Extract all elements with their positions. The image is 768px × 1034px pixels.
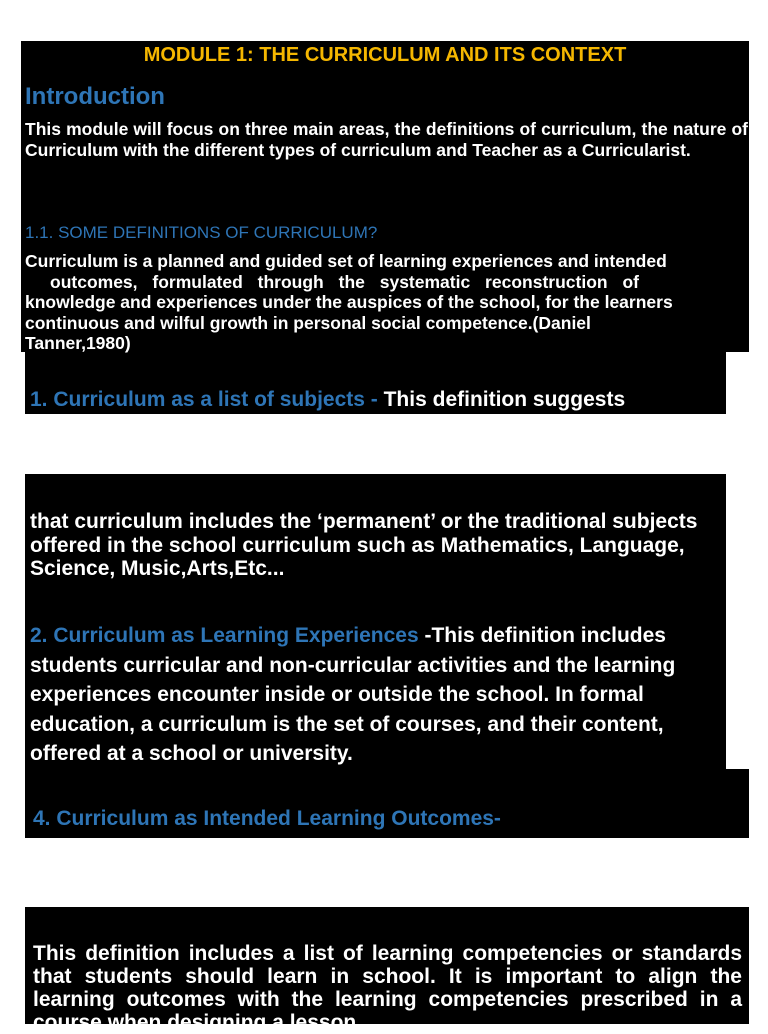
item-2-text: -This definition includes students curricular and non-curricular activities and the learning experiences encounter inside or outside the school. In formal education, a curriculum is the set of courses, and their content, offered at a school or university. [30, 624, 676, 765]
definition-line: Curriculum is a planned and guided set of learning experiences and intended [25, 251, 667, 271]
item-1-continuation: that curriculum includes the ‘permanent’ or the traditional subjects offered in the school curriculum such as Mathematics, Language, Science, Music,Arts,Etc... [30, 510, 698, 580]
item-2-label: 2. Curriculum as Learning Experiences [30, 624, 425, 647]
definitions-heading: 1.1. SOME DEFINITIONS OF CURRICULUM? [25, 223, 378, 242]
item-1-label: 1. Curriculum as a list of subjects - [30, 388, 384, 411]
module-title: MODULE 1: THE CURRICULUM AND ITS CONTEXT [143, 44, 627, 66]
intro-paragraph: This module will focus on three main areas, the definitions of curriculum, the nature of Curriculum with the different types of curriculum and Teacher as a Curricularist. [25, 119, 748, 160]
definition-line: continuous and wilful growth in personal social competence.(Daniel [25, 312, 591, 333]
item-2 [30, 621, 720, 769]
definition-line: Tanner,1980) [25, 333, 131, 353]
item-1-text: This definition suggests [383, 388, 626, 411]
item-4-label: 4. Curriculum as Intended Learning Outcomes- [33, 807, 501, 830]
intro-heading: Introduction [25, 83, 165, 110]
definition-line: outcomes, formulated through the systematic reconstruction of [50, 271, 639, 292]
definition-line: knowledge and experiences under the auspices of the school, for the learners [25, 292, 673, 312]
item-1 [30, 386, 720, 414]
definition-paragraph [25, 251, 737, 354]
item-4-text: This definition includes a list of learning competencies or standards that students should learn in school. It is important to align the learning outcomes with the learning competencies prescribed in a course when designing a lesson. [33, 942, 742, 1034]
